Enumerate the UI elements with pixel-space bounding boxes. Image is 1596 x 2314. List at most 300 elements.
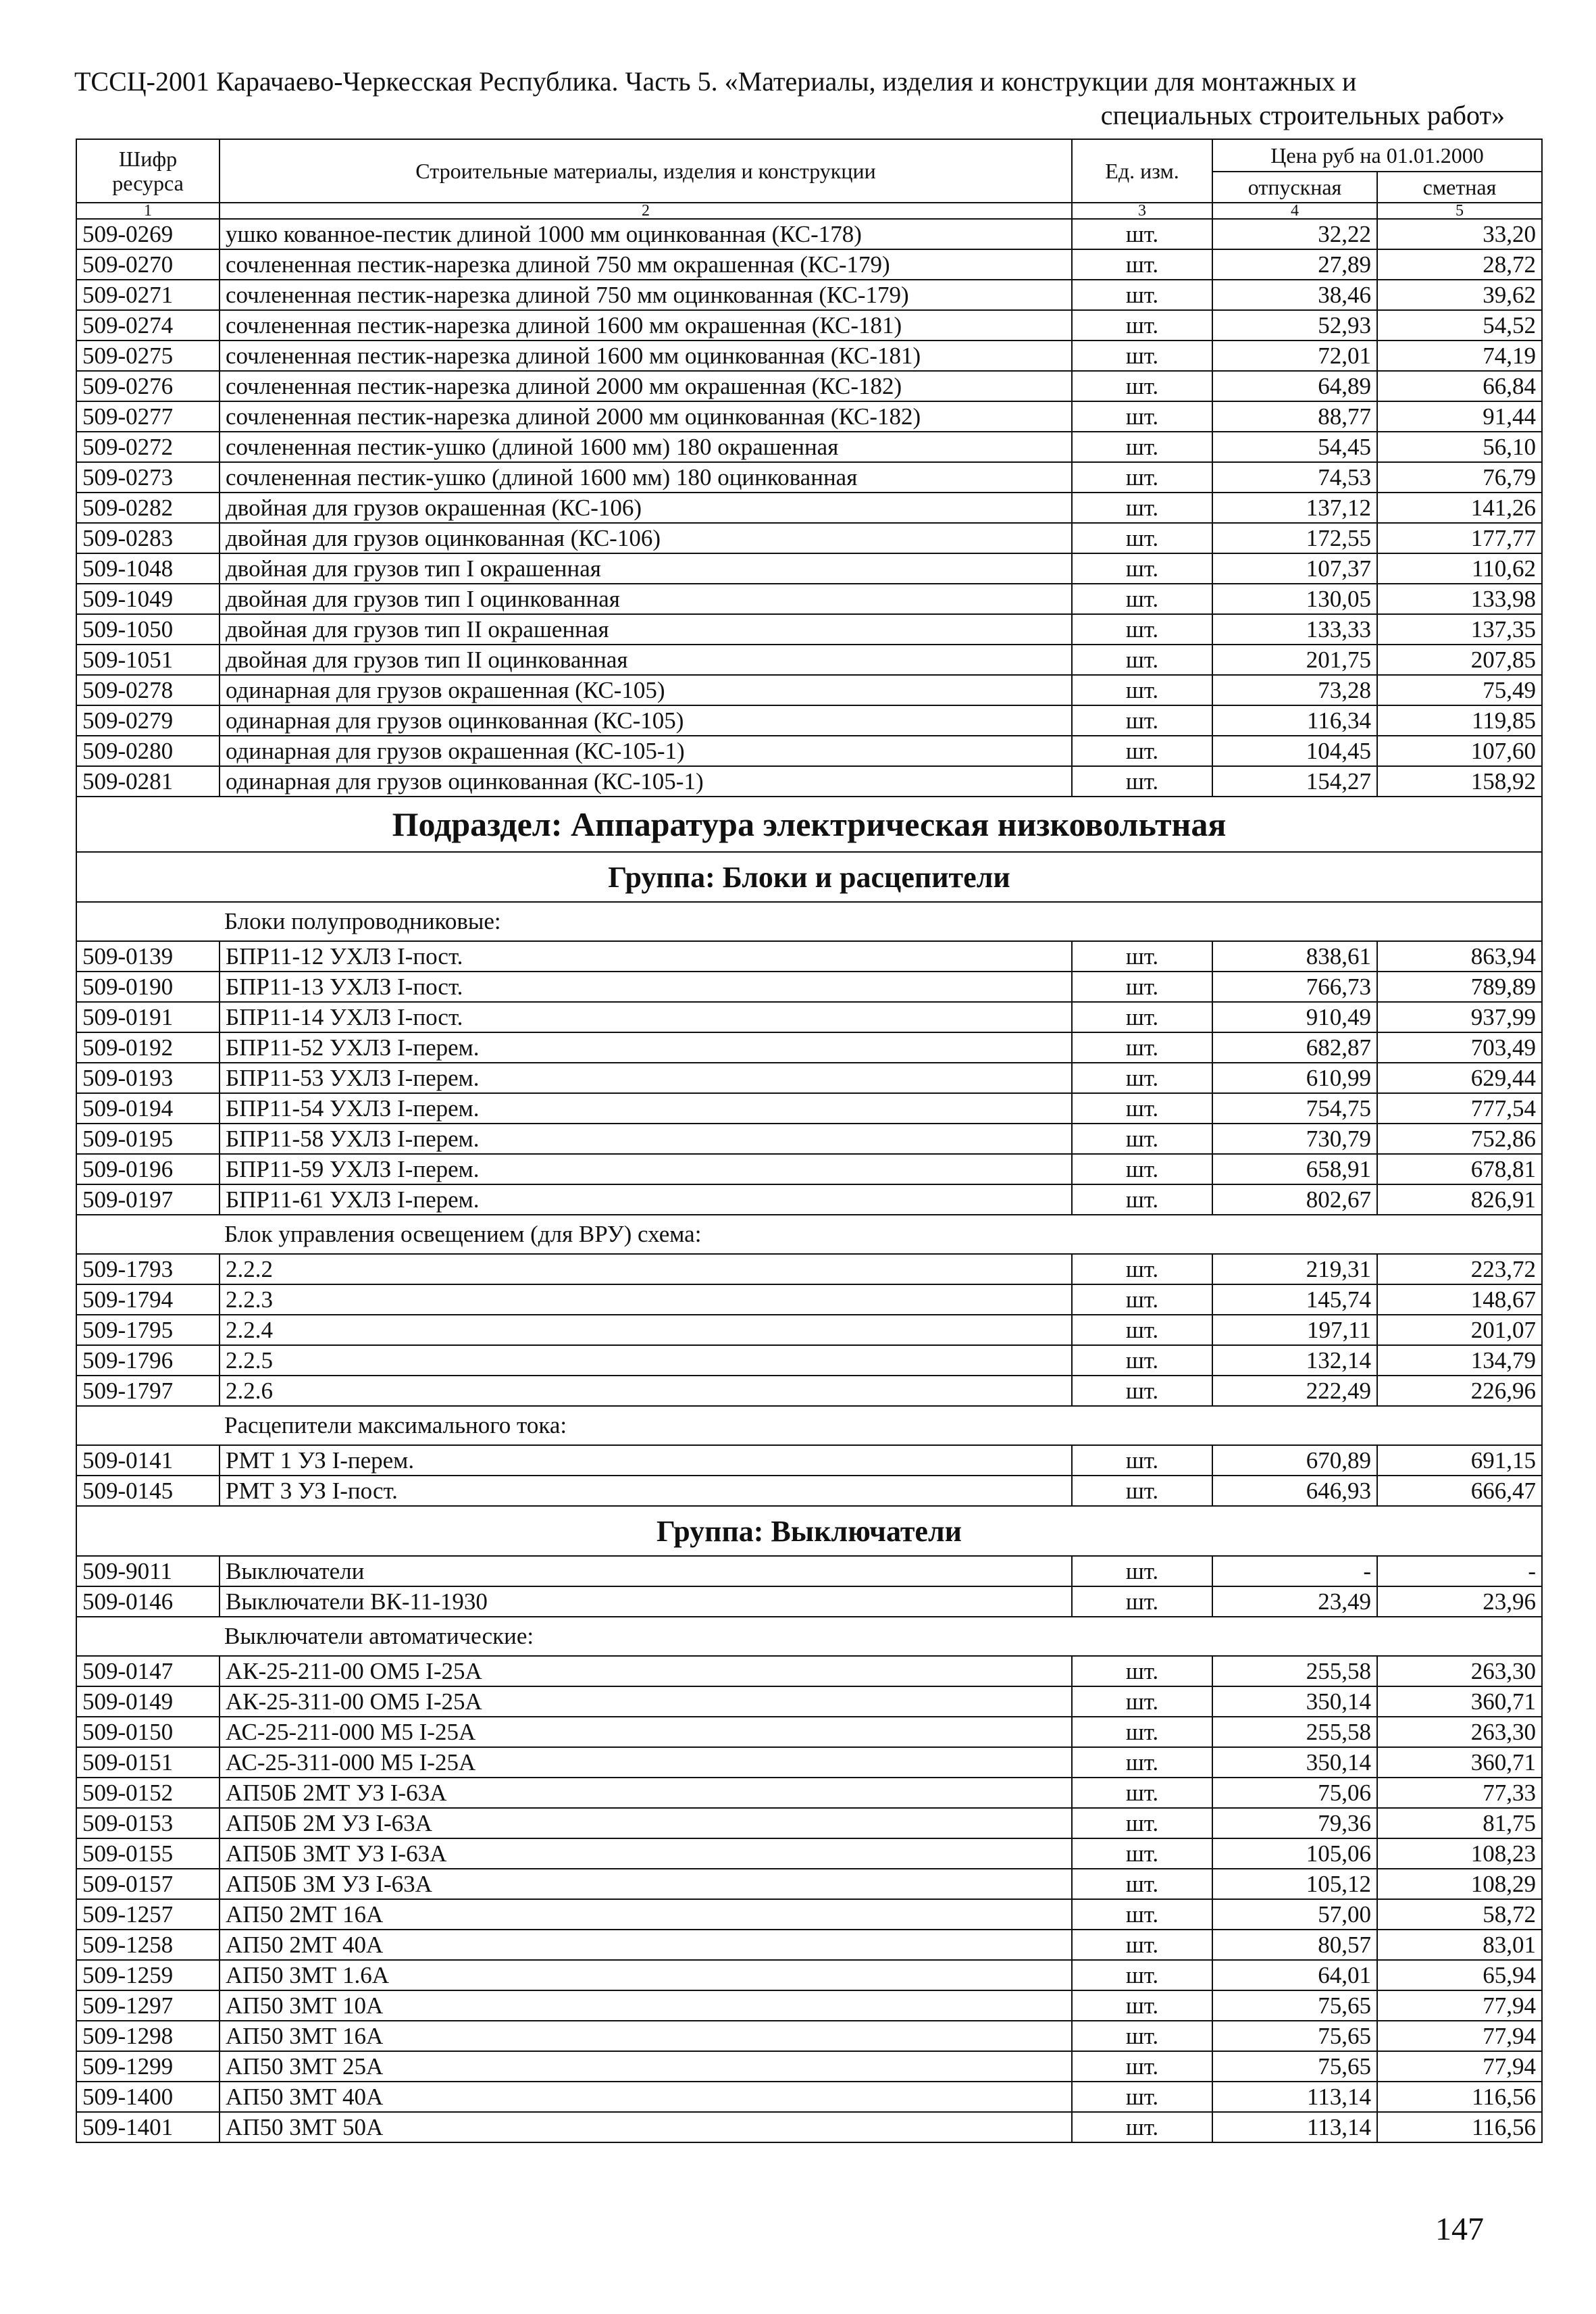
price-release-cell: 64,89 (1212, 371, 1377, 401)
table-row (76, 1154, 1542, 1184)
table-row (76, 1838, 1542, 1869)
price-release-cell: 130,05 (1212, 584, 1377, 614)
table-row (76, 1476, 1542, 1506)
unit-cell: шт. (1072, 249, 1212, 280)
page-header (74, 65, 1505, 132)
table-row (76, 766, 1542, 797)
price-release-cell: - (1212, 1556, 1377, 1586)
table-row (76, 2021, 1542, 2051)
resource-code-cell: 509-0141 (76, 1445, 220, 1476)
resource-code-cell: 509-0149 (76, 1686, 220, 1717)
material-name-cell: АП50Б 2МТ УЗ I-63А (220, 1778, 1072, 1808)
price-estimate-cell: 133,98 (1377, 584, 1542, 614)
price-release-cell: 116,34 (1212, 705, 1377, 736)
table-row (76, 280, 1542, 310)
unit-cell: шт. (1072, 1838, 1212, 1869)
price-release-cell: 88,77 (1212, 401, 1377, 432)
material-name-cell: ушко кованное-пестик длиной 1000 мм оцинкованная (КС-178) (220, 219, 1072, 249)
material-name-cell: 2.2.5 (220, 1345, 1072, 1376)
material-name-cell: БПР11-13 УХЛЗ I-пост. (220, 972, 1072, 1002)
unit-cell: шт. (1072, 584, 1212, 614)
unit-cell: шт. (1072, 1869, 1212, 1899)
material-name-cell: 2.2.2 (220, 1254, 1072, 1284)
table-row (76, 249, 1542, 280)
price-release-cell: 255,58 (1212, 1656, 1377, 1686)
resource-code-cell: 509-0152 (76, 1778, 220, 1808)
category-row (76, 1215, 1542, 1254)
material-name-cell: АП50Б 3М УЗ I-63А (220, 1869, 1072, 1899)
unit-cell: шт. (1072, 736, 1212, 766)
table-row (76, 705, 1542, 736)
resource-code-cell: 509-0272 (76, 432, 220, 462)
price-release-cell: 75,65 (1212, 2051, 1377, 2082)
col-name-header: Строительные материалы, изделия и конструкции (220, 139, 1072, 203)
resource-code-cell: 509-1400 (76, 2082, 220, 2112)
table-row (76, 432, 1542, 462)
group-title: Группа: Выключатели (76, 1506, 1542, 1556)
table-row (76, 462, 1542, 493)
resource-code-cell: 509-9011 (76, 1556, 220, 1586)
table-row (76, 2051, 1542, 2082)
table-row (76, 2112, 1542, 2142)
material-name-cell: АС-25-211-000 М5 I-25А (220, 1717, 1072, 1747)
unit-cell: шт. (1072, 972, 1212, 1002)
col-code-header: Шифр ресурса (76, 139, 220, 203)
resource-code-cell: 509-0269 (76, 219, 220, 249)
price-estimate-cell: 74,19 (1377, 341, 1542, 371)
unit-cell: шт. (1072, 614, 1212, 645)
table-row (76, 1656, 1542, 1686)
price-release-cell: 658,91 (1212, 1154, 1377, 1184)
material-name-cell: одинарная для грузов окрашенная (КС-105-1) (220, 736, 1072, 766)
price-estimate-cell: 23,96 (1377, 1586, 1542, 1617)
resource-code-cell: 509-1794 (76, 1284, 220, 1315)
unit-cell: шт. (1072, 1808, 1212, 1838)
unit-cell: шт. (1072, 401, 1212, 432)
price-estimate-cell: 703,49 (1377, 1032, 1542, 1063)
price-estimate-cell: 77,94 (1377, 2021, 1542, 2051)
material-name-cell: БПР11-53 УХЛЗ I-перем. (220, 1063, 1072, 1093)
price-estimate-cell: 76,79 (1377, 462, 1542, 493)
material-name-cell: 2.2.6 (220, 1376, 1072, 1406)
material-name-cell: БПР11-14 УХЛЗ I-пост. (220, 1002, 1072, 1032)
table-row (76, 1778, 1542, 1808)
material-name-cell: Выключатели (220, 1556, 1072, 1586)
resource-code-cell: 509-0191 (76, 1002, 220, 1032)
resource-code-cell: 509-0280 (76, 736, 220, 766)
table-row (76, 1124, 1542, 1154)
resource-code-cell: 509-0150 (76, 1717, 220, 1747)
subsection-title: Подраздел: Аппаратура электрическая низковольтная (76, 797, 1542, 852)
resource-code-cell: 509-0194 (76, 1093, 220, 1124)
unit-cell: шт. (1072, 645, 1212, 675)
price-estimate-cell: 777,54 (1377, 1093, 1542, 1124)
price-release-cell: 104,45 (1212, 736, 1377, 766)
material-name-cell: АП50Б 2М УЗ I-63А (220, 1808, 1072, 1838)
table-row (76, 1184, 1542, 1215)
unit-cell: шт. (1072, 941, 1212, 972)
material-name-cell: двойная для грузов тип II оцинкованная (220, 645, 1072, 675)
price-release-cell: 137,12 (1212, 493, 1377, 523)
unit-cell: шт. (1072, 493, 1212, 523)
unit-cell: шт. (1072, 1093, 1212, 1124)
price-estimate-cell: 937,99 (1377, 1002, 1542, 1032)
material-name-cell: АП50 3МТ 10А (220, 1990, 1072, 2021)
price-release-cell: 105,06 (1212, 1838, 1377, 1869)
price-estimate-cell: 83,01 (1377, 1930, 1542, 1960)
price-release-cell: 54,45 (1212, 432, 1377, 462)
price-estimate-cell: 226,96 (1377, 1376, 1542, 1406)
category-title: Блоки полупроводниковые: (76, 902, 1542, 941)
price-release-cell: 145,74 (1212, 1284, 1377, 1315)
price-estimate-cell: 75,49 (1377, 675, 1542, 705)
price-release-cell: 201,75 (1212, 645, 1377, 675)
resource-code-cell: 509-0271 (76, 280, 220, 310)
unit-cell: шт. (1072, 1345, 1212, 1376)
material-name-cell: одинарная для грузов оцинкованная (КС-105) (220, 705, 1072, 736)
table-body (76, 219, 1542, 2142)
col-number: 2 (220, 203, 1072, 219)
price-release-cell: 670,89 (1212, 1445, 1377, 1476)
table-row (76, 645, 1542, 675)
table-row (76, 584, 1542, 614)
price-estimate-cell: 158,92 (1377, 766, 1542, 797)
resource-code-cell: 509-0145 (76, 1476, 220, 1506)
material-name-cell: 2.2.3 (220, 1284, 1072, 1315)
material-name-cell: 2.2.4 (220, 1315, 1072, 1345)
material-name-cell: одинарная для грузов окрашенная (КС-105) (220, 675, 1072, 705)
price-estimate-cell: 108,29 (1377, 1869, 1542, 1899)
price-estimate-cell: 77,94 (1377, 1990, 1542, 2021)
material-name-cell: РМТ 1 УЗ I-перем. (220, 1445, 1072, 1476)
resource-code-cell: 509-0283 (76, 523, 220, 553)
price-estimate-cell: 116,56 (1377, 2112, 1542, 2142)
header-line-1: ТССЦ-2001 Карачаево-Черкесская Республика. Часть 5. «Материалы, изделия и конструкции для монтажных и (74, 66, 1357, 97)
material-name-cell: сочлененная пестик-нарезка длиной 2000 мм окрашенная (КС-182) (220, 371, 1072, 401)
price-estimate-cell: 28,72 (1377, 249, 1542, 280)
resource-code-cell: 509-1297 (76, 1990, 220, 2021)
material-name-cell: АК-25-311-00 ОМ5 I-25А (220, 1686, 1072, 1717)
table-row (76, 1284, 1542, 1315)
price-release-cell: 23,49 (1212, 1586, 1377, 1617)
col-number: 3 (1072, 203, 1212, 219)
table-row (76, 1930, 1542, 1960)
unit-cell: шт. (1072, 219, 1212, 249)
price-estimate-cell: 207,85 (1377, 645, 1542, 675)
price-estimate-cell: 863,94 (1377, 941, 1542, 972)
price-estimate-cell: 789,89 (1377, 972, 1542, 1002)
material-name-cell: АП50 2МТ 40А (220, 1930, 1072, 1960)
material-name-cell: АП50 3МТ 16А (220, 2021, 1072, 2051)
category-title: Расцепители максимального тока: (76, 1406, 1542, 1445)
table-row (76, 1556, 1542, 1586)
table-row (76, 1315, 1542, 1345)
material-name-cell: БПР11-54 УХЛЗ I-перем. (220, 1093, 1072, 1124)
table-row (76, 1747, 1542, 1778)
price-release-cell: 255,58 (1212, 1717, 1377, 1747)
price-estimate-cell: 752,86 (1377, 1124, 1542, 1154)
table-row (76, 1717, 1542, 1747)
table-row (76, 1586, 1542, 1617)
column-numbers-row (76, 203, 1542, 219)
col-price-release-header: отпускная (1212, 172, 1377, 203)
table-row (76, 1002, 1542, 1032)
category-row (76, 902, 1542, 941)
price-estimate-cell: 678,81 (1377, 1154, 1542, 1184)
unit-cell: шт. (1072, 1778, 1212, 1808)
table-row (76, 1869, 1542, 1899)
subsection-row (76, 797, 1542, 852)
material-name-cell: сочлененная пестик-нарезка длиной 750 мм оцинкованная (КС-179) (220, 280, 1072, 310)
group-row (76, 852, 1542, 902)
unit-cell: шт. (1072, 1747, 1212, 1778)
resource-code-cell: 509-0275 (76, 341, 220, 371)
unit-cell: шт. (1072, 1154, 1212, 1184)
resource-code-cell: 509-0282 (76, 493, 220, 523)
resource-code-cell: 509-0146 (76, 1586, 220, 1617)
table-row (76, 1899, 1542, 1930)
price-estimate-cell: 58,72 (1377, 1899, 1542, 1930)
resource-code-cell: 509-0277 (76, 401, 220, 432)
price-release-cell: 802,67 (1212, 1184, 1377, 1215)
price-release-cell: 682,87 (1212, 1032, 1377, 1063)
price-release-cell: 32,22 (1212, 219, 1377, 249)
resource-code-cell: 509-0190 (76, 972, 220, 1002)
resource-code-cell: 509-0147 (76, 1656, 220, 1686)
price-release-cell: 219,31 (1212, 1254, 1377, 1284)
table-row (76, 401, 1542, 432)
price-estimate-cell: 691,15 (1377, 1445, 1542, 1476)
material-name-cell: сочлененная пестик-ушко (длиной 1600 мм) 180 оцинкованная (220, 462, 1072, 493)
price-estimate-cell: 360,71 (1377, 1686, 1542, 1717)
col-price-header: Цена руб на 01.01.2000 (1212, 139, 1542, 172)
material-name-cell: АП50 2МТ 16А (220, 1899, 1072, 1930)
table-row (76, 614, 1542, 645)
price-release-cell: 910,49 (1212, 1002, 1377, 1032)
price-estimate-cell: 223,72 (1377, 1254, 1542, 1284)
price-estimate-cell: 39,62 (1377, 280, 1542, 310)
resource-code-cell: 509-0139 (76, 941, 220, 972)
resource-code-cell: 509-0195 (76, 1124, 220, 1154)
page-number: 147 (1435, 2211, 1484, 2247)
unit-cell: шт. (1072, 766, 1212, 797)
material-name-cell: двойная для грузов тип I окрашенная (220, 553, 1072, 584)
unit-cell: шт. (1072, 1717, 1212, 1747)
unit-cell: шт. (1072, 280, 1212, 310)
price-release-cell: 79,36 (1212, 1808, 1377, 1838)
material-name-cell: АП50 3МТ 40А (220, 2082, 1072, 2112)
material-name-cell: сочлененная пестик-ушко (длиной 1600 мм) 180 окрашенная (220, 432, 1072, 462)
price-estimate-cell: 134,79 (1377, 1345, 1542, 1376)
price-release-cell: 75,65 (1212, 2021, 1377, 2051)
price-release-cell: 838,61 (1212, 941, 1377, 972)
price-estimate-cell: 629,44 (1377, 1063, 1542, 1093)
resource-code-cell: 509-1795 (76, 1315, 220, 1345)
table-row (76, 1960, 1542, 1990)
unit-cell: шт. (1072, 341, 1212, 371)
price-estimate-cell: 77,94 (1377, 2051, 1542, 2082)
price-release-cell: 75,65 (1212, 1990, 1377, 2021)
price-release-cell: 57,00 (1212, 1899, 1377, 1930)
table-row (76, 1093, 1542, 1124)
price-estimate-cell: 77,33 (1377, 1778, 1542, 1808)
material-name-cell: сочлененная пестик-нарезка длиной 1600 мм окрашенная (КС-181) (220, 310, 1072, 341)
price-estimate-cell: 110,62 (1377, 553, 1542, 584)
price-release-cell: 172,55 (1212, 523, 1377, 553)
table-row (76, 1808, 1542, 1838)
unit-cell: шт. (1072, 310, 1212, 341)
material-name-cell: сочлененная пестик-нарезка длиной 750 мм окрашенная (КС-179) (220, 249, 1072, 280)
resource-code-cell: 509-1050 (76, 614, 220, 645)
resource-code-cell: 509-0196 (76, 1154, 220, 1184)
col-number: 1 (76, 203, 220, 219)
price-estimate-cell: 666,47 (1377, 1476, 1542, 1506)
table-row (76, 1254, 1542, 1284)
resource-code-cell: 509-0157 (76, 1869, 220, 1899)
category-title: Выключатели автоматические: (76, 1617, 1542, 1656)
unit-cell: шт. (1072, 1376, 1212, 1406)
header-line-2: специальных строительных работ» (1100, 100, 1505, 130)
unit-cell: шт. (1072, 1586, 1212, 1617)
unit-cell: шт. (1072, 2051, 1212, 2082)
price-release-cell: 72,01 (1212, 341, 1377, 371)
unit-cell: шт. (1072, 1476, 1212, 1506)
price-estimate-cell: 108,23 (1377, 1838, 1542, 1869)
unit-cell: шт. (1072, 1686, 1212, 1717)
material-name-cell: одинарная для грузов оцинкованная (КС-105-1) (220, 766, 1072, 797)
unit-cell: шт. (1072, 1990, 1212, 2021)
unit-cell: шт. (1072, 371, 1212, 401)
material-name-cell: БПР11-61 УХЛЗ I-перем. (220, 1184, 1072, 1215)
unit-cell: шт. (1072, 1063, 1212, 1093)
table-row (76, 1032, 1542, 1063)
price-estimate-cell: 141,26 (1377, 493, 1542, 523)
unit-cell: шт. (1072, 1032, 1212, 1063)
unit-cell: шт. (1072, 1899, 1212, 1930)
material-name-cell: АП50Б 3МТ УЗ I-63А (220, 1838, 1072, 1869)
price-estimate-cell: 65,94 (1377, 1960, 1542, 1990)
price-estimate-cell: 826,91 (1377, 1184, 1542, 1215)
resource-code-cell: 509-1048 (76, 553, 220, 584)
table-row (76, 1376, 1542, 1406)
material-name-cell: АП50 3МТ 25А (220, 2051, 1072, 2082)
resource-code-cell: 509-0192 (76, 1032, 220, 1063)
material-name-cell: АП50 3МТ 1.6А (220, 1960, 1072, 1990)
price-release-cell: 113,14 (1212, 2112, 1377, 2142)
unit-cell: шт. (1072, 1556, 1212, 1586)
price-estimate-cell: 107,60 (1377, 736, 1542, 766)
table-row (76, 341, 1542, 371)
material-name-cell: БПР11-12 УХЛЗ I-пост. (220, 941, 1072, 972)
unit-cell: шт. (1072, 2082, 1212, 2112)
table-row (76, 1063, 1542, 1093)
table-row (76, 972, 1542, 1002)
resource-code-cell: 509-0193 (76, 1063, 220, 1093)
price-release-cell: 350,14 (1212, 1747, 1377, 1778)
table-row (76, 941, 1542, 972)
price-release-cell: 754,75 (1212, 1093, 1377, 1124)
resource-code-cell: 509-1258 (76, 1930, 220, 1960)
unit-cell: шт. (1072, 2112, 1212, 2142)
resource-code-cell: 509-1298 (76, 2021, 220, 2051)
col-number: 5 (1377, 203, 1542, 219)
price-estimate-cell: 263,30 (1377, 1717, 1542, 1747)
resource-code-cell: 509-0270 (76, 249, 220, 280)
price-estimate-cell: 54,52 (1377, 310, 1542, 341)
material-name-cell: БПР11-59 УХЛЗ I-перем. (220, 1154, 1072, 1184)
table-row (76, 523, 1542, 553)
material-name-cell: АС-25-311-000 М5 I-25А (220, 1747, 1072, 1778)
material-name-cell: АП50 3МТ 50А (220, 2112, 1072, 2142)
price-release-cell: 64,01 (1212, 1960, 1377, 1990)
unit-cell: шт. (1072, 553, 1212, 584)
table-row (76, 2082, 1542, 2112)
resource-code-cell: 509-1793 (76, 1254, 220, 1284)
category-title: Блок управления освещением (для ВРУ) схема: (76, 1215, 1542, 1254)
resource-code-cell: 509-0278 (76, 675, 220, 705)
price-release-cell: 113,14 (1212, 2082, 1377, 2112)
price-estimate-cell: 91,44 (1377, 401, 1542, 432)
table-row (76, 553, 1542, 584)
unit-cell: шт. (1072, 1930, 1212, 1960)
resource-code-cell: 509-0153 (76, 1808, 220, 1838)
price-release-cell: 222,49 (1212, 1376, 1377, 1406)
price-release-cell: 610,99 (1212, 1063, 1377, 1093)
price-release-cell: 350,14 (1212, 1686, 1377, 1717)
price-estimate-cell: 56,10 (1377, 432, 1542, 462)
col-number: 4 (1212, 203, 1377, 219)
unit-cell: шт. (1072, 2021, 1212, 2051)
table-row (76, 219, 1542, 249)
table-row (76, 1345, 1542, 1376)
price-release-cell: 73,28 (1212, 675, 1377, 705)
price-release-cell: 197,11 (1212, 1315, 1377, 1345)
table-row (76, 675, 1542, 705)
resource-code-cell: 509-1049 (76, 584, 220, 614)
material-name-cell: БПР11-58 УХЛЗ I-перем. (220, 1124, 1072, 1154)
resource-code-cell: 509-0155 (76, 1838, 220, 1869)
material-name-cell: двойная для грузов тип II окрашенная (220, 614, 1072, 645)
table-row (76, 736, 1542, 766)
unit-cell: шт. (1072, 1254, 1212, 1284)
price-estimate-cell: 137,35 (1377, 614, 1542, 645)
price-estimate-cell: 177,77 (1377, 523, 1542, 553)
table-row (76, 493, 1542, 523)
resource-code-cell: 509-0151 (76, 1747, 220, 1778)
price-estimate-cell: 148,67 (1377, 1284, 1542, 1315)
unit-cell: шт. (1072, 1656, 1212, 1686)
price-estimate-cell: 116,56 (1377, 2082, 1542, 2112)
group-row (76, 1506, 1542, 1556)
unit-cell: шт. (1072, 1445, 1212, 1476)
unit-cell: шт. (1072, 1184, 1212, 1215)
resource-code-cell: 509-0281 (76, 766, 220, 797)
col-price-estimate-header: сметная (1377, 172, 1542, 203)
price-release-cell: 38,46 (1212, 280, 1377, 310)
price-estimate-cell: 33,20 (1377, 219, 1542, 249)
material-name-cell: сочлененная пестик-нарезка длиной 2000 мм оцинкованная (КС-182) (220, 401, 1072, 432)
price-release-cell: 132,14 (1212, 1345, 1377, 1376)
unit-cell: шт. (1072, 1284, 1212, 1315)
price-estimate-cell: - (1377, 1556, 1542, 1586)
unit-cell: шт. (1072, 432, 1212, 462)
price-release-cell: 52,93 (1212, 310, 1377, 341)
unit-cell: шт. (1072, 675, 1212, 705)
price-release-cell: 730,79 (1212, 1124, 1377, 1154)
category-row (76, 1406, 1542, 1445)
material-name-cell: двойная для грузов тип I оцинкованная (220, 584, 1072, 614)
price-release-cell: 107,37 (1212, 553, 1377, 584)
